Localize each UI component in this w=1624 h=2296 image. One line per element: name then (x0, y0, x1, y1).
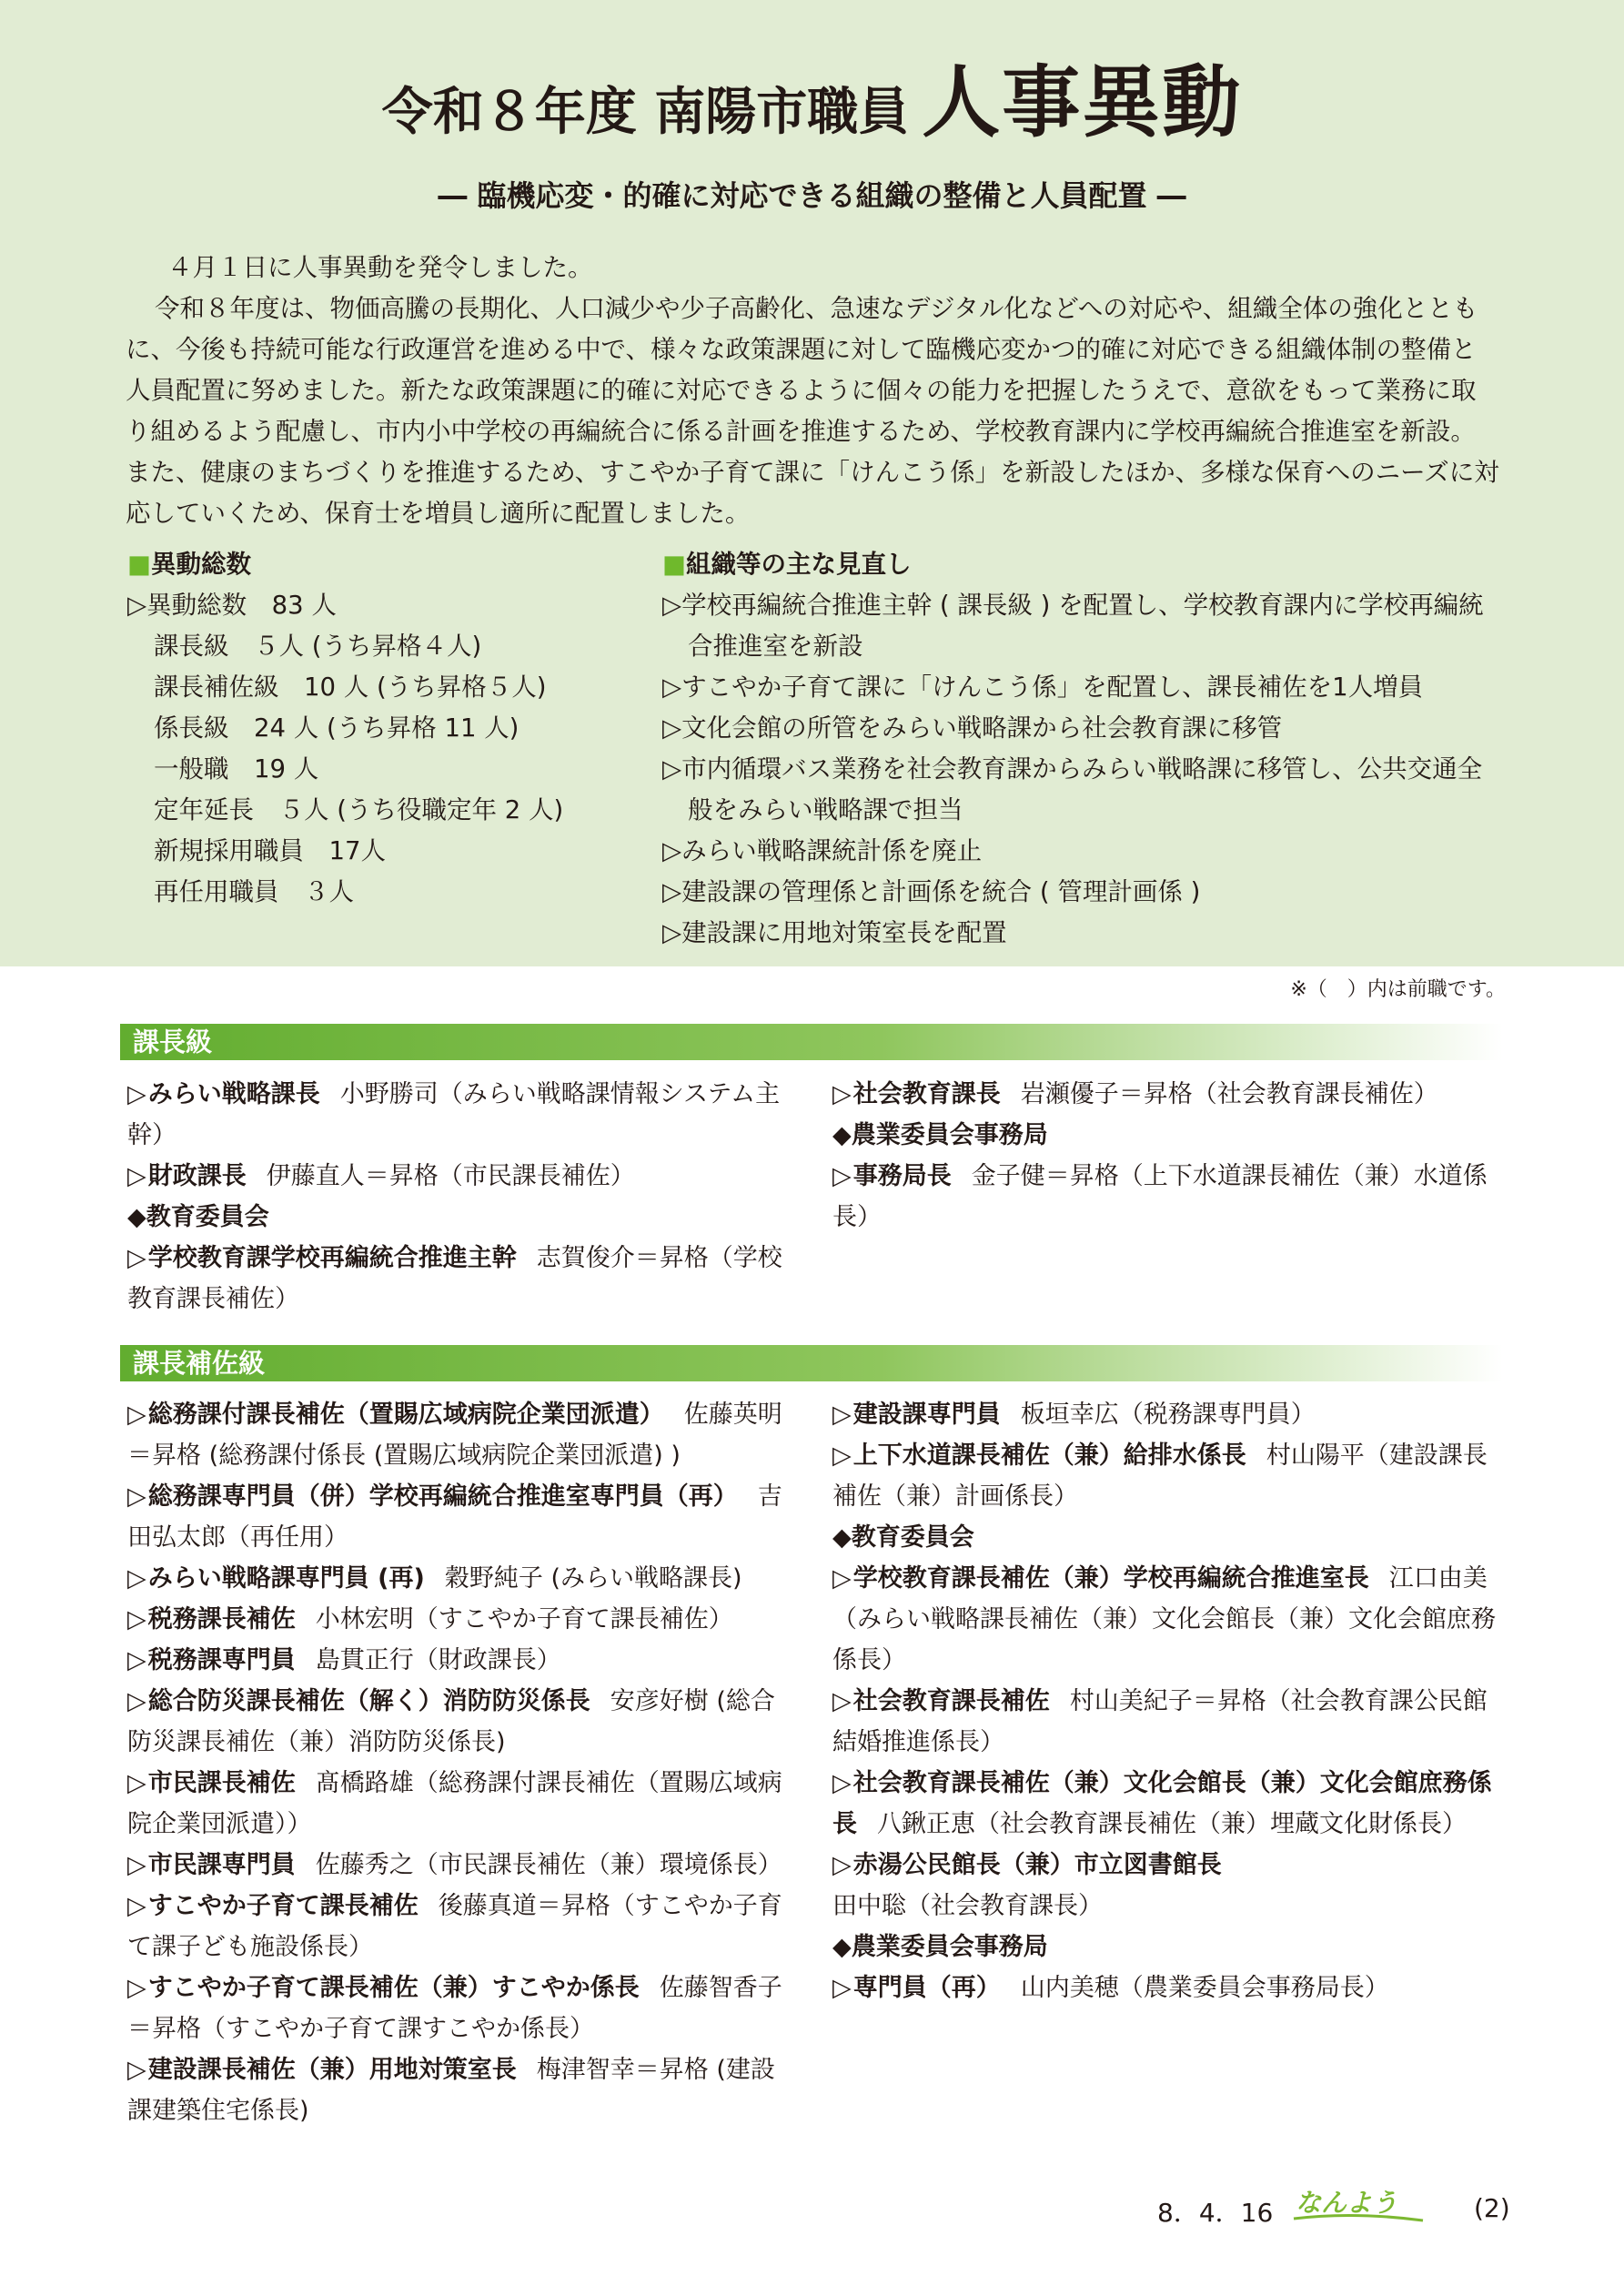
personnel-entry (832, 1845, 1506, 1927)
triangle-bullet-icon: ▷ (832, 1564, 852, 1593)
section-0-left-column (127, 1074, 796, 1320)
personnel-entry (127, 1763, 796, 1845)
triangle-bullet-icon: ▷ (832, 1441, 852, 1470)
intro-paragraph-1: ４月１日に人事異動を発令しました。 (167, 253, 593, 282)
summary-item: 定年延長 ５人 (うち役職定年 2 人) (154, 795, 564, 824)
personnel-entry (832, 1074, 1506, 1115)
personnel-entry (832, 1558, 1506, 1681)
position-title: 社会教育課長 (852, 1080, 1001, 1108)
person-name-and-previous-post: 田中聡（社会教育課長） (832, 1892, 1103, 1920)
summary-item: ▷異動総数 83 人 (127, 591, 337, 620)
nanyo-logo (1290, 2184, 1427, 2228)
personnel-entry (127, 1967, 796, 2049)
person-name-and-previous-post: 山内美穂（農業委員会事務局長） (1020, 1974, 1389, 2002)
triangle-bullet-icon: ▷ (832, 1974, 852, 2002)
page-subtitle: ― 臨機応変・的確に対応できる組織の整備と人員配置 ― (438, 178, 1186, 213)
position-title: みらい戦略課専門員 (再) (147, 1564, 425, 1593)
personnel-entry (127, 1845, 796, 1886)
personnel-entry (127, 1558, 796, 1599)
position-title: 市民課専門員 (147, 1851, 296, 1879)
organization-heading: ◆教育委員会 (832, 1523, 974, 1552)
summary-item: 課長補佐級 10 人 (うち昇格５人) (154, 673, 547, 702)
position-title: 社会教育課長補佐 (852, 1687, 1050, 1715)
reorganization-list (662, 544, 1499, 954)
intro-text (126, 248, 1499, 534)
summary-heading (127, 544, 619, 585)
logo-text: なんよう (1296, 2188, 1398, 2218)
position-title: 社会教育課長補佐（兼）文化会館長（兼）文化会館庶務係長 (832, 1769, 1492, 1838)
position-title: 市民課長補佐 (147, 1769, 296, 1797)
person-name-and-previous-post: 佐藤英明＝昇格 (総務課付係長 (置賜広域病院企業団派遣) ) (127, 1401, 782, 1470)
triangle-bullet-icon: ▷ (127, 1162, 146, 1190)
section-1-left-column (127, 1394, 796, 2131)
triangle-bullet-icon: ▷ (127, 1974, 146, 2002)
person-name-and-previous-post: 村山陽平（建設課長補佐（兼）計画係長） (832, 1441, 1488, 1511)
person-name-and-previous-post: 後藤真道＝昇格（すこやか子育て課子ども施設係長） (127, 1892, 782, 1961)
person-name-and-previous-post: 江口由美（みらい戦略課長補佐（兼）文化会館長（兼）文化会館庶務係長） (832, 1564, 1496, 1674)
person-name-and-previous-post: 髙橋路雄（総務課付課長補佐（置賜広域病院企業団派遣）） (127, 1769, 782, 1838)
personnel-entry (832, 1763, 1506, 1845)
summary-item: 課長級 ５人 (うち昇格４人) (154, 632, 482, 661)
reorg-item: ▷文化会館の所管をみらい戦略課から社会教育課に移管 (662, 713, 1283, 743)
triangle-bullet-icon: ▷ (127, 1892, 146, 1920)
summary-heading-text: 異動総数 (150, 550, 251, 579)
person-name-and-previous-post: 伊藤直人＝昇格（市民課長補佐） (266, 1162, 635, 1190)
person-name-and-previous-post: 佐藤秀之（市民課長補佐（兼）環境係長） (315, 1851, 782, 1879)
personnel-entry (127, 1640, 796, 1681)
triangle-bullet-icon: ▷ (127, 1080, 146, 1108)
personnel-entry (127, 1394, 796, 1476)
organization-heading: ◆農業委員会事務局 (832, 1121, 1048, 1149)
reorg-item: ▷学校再編統合推進主幹 ( 課長級 ) を配置し、学校教育課内に学校再編統合推進室を新設 (662, 591, 1484, 661)
person-name-and-previous-post: 小野勝司（みらい戦略課情報システム主幹） (127, 1080, 781, 1149)
person-name-and-previous-post: 金子健＝昇格（上下水道課長補佐（兼）水道係長） (832, 1162, 1488, 1231)
summary-item: 係長級 24 人 (うち昇格 11 人) (154, 713, 519, 743)
personnel-entry (832, 1967, 1506, 2008)
triangle-bullet-icon: ▷ (127, 1851, 146, 1879)
position-title: 財政課長 (147, 1162, 247, 1190)
page-number: (2) (1474, 2193, 1510, 2223)
position-title: 税務課長補佐 (147, 1605, 296, 1633)
triangle-bullet-icon: ▷ (127, 1564, 146, 1593)
position-title: 上下水道課長補佐（兼）給排水係長 (852, 1441, 1246, 1470)
position-title: 建設課長補佐（兼）用地対策室長 (147, 2056, 517, 2084)
title-big: 人事異動 (922, 57, 1243, 148)
person-name-and-previous-post: 安彦好樹 (総合防災課長補佐（兼）消防防災係長) (127, 1687, 775, 1756)
person-name-and-previous-post: 岩瀬優子＝昇格（社会教育課長補佐） (1020, 1080, 1438, 1108)
personnel-entry (832, 1394, 1506, 1435)
triangle-bullet-icon: ▷ (832, 1687, 852, 1715)
personnel-entry (127, 1156, 796, 1197)
organization-heading: ◆教育委員会 (127, 1203, 269, 1231)
position-title: 学校教育課長補佐（兼）学校再編統合推進室長 (852, 1564, 1369, 1593)
triangle-bullet-icon: ▷ (832, 1769, 852, 1797)
position-title: 赤湯公民館長（兼）市立図書館長 (852, 1851, 1222, 1879)
triangle-bullet-icon: ▷ (832, 1080, 852, 1108)
square-bullet-icon: ■ (662, 550, 686, 579)
triangle-bullet-icon: ▷ (127, 1482, 146, 1511)
personnel-entry (127, 1681, 796, 1763)
triangle-bullet-icon: ▷ (127, 1605, 146, 1633)
triangle-bullet-icon: ▷ (127, 1244, 146, 1272)
triangle-bullet-icon: ▷ (127, 1646, 146, 1674)
note-text: ※（ ）内は前職です。 (1290, 978, 1506, 1001)
reorg-item: ▷市内循環バス業務を社会教育課からみらい戦略課に移管し、公共交通全般をみらい戦略課で担当 (662, 754, 1483, 824)
personnel-entry (127, 2049, 796, 2131)
reorg-item: ▷すこやか子育て課に「けんこう係」を配置し、課長補佐を1人増員 (662, 673, 1424, 702)
personnel-entry (832, 1435, 1506, 1517)
transfer-summary (127, 544, 619, 913)
position-title: すこやか子育て課長補佐 (147, 1892, 419, 1920)
position-title: 総務課専門員（併）学校再編統合推進室専門員（再） (147, 1482, 738, 1511)
summary-item: 一般職 19 人 (154, 754, 319, 784)
reorg-heading (662, 544, 1499, 585)
triangle-bullet-icon: ▷ (832, 1162, 852, 1190)
position-title: 専門員（再） (852, 1974, 1001, 2002)
section-bar-deputy-chief: 課長補佐級 (120, 1345, 1503, 1381)
section-1-right-column (832, 1394, 1506, 2008)
person-name-and-previous-post: 村山美紀子＝昇格（社会教育課公民館結婚推進係長） (832, 1687, 1488, 1756)
organization-heading: ◆農業委員会事務局 (832, 1933, 1048, 1961)
position-title: すこやか子育て課長補佐（兼）すこやか係長 (147, 1974, 640, 2002)
triangle-bullet-icon: ▷ (832, 1851, 852, 1879)
position-title: 建設課専門員 (852, 1401, 1001, 1429)
person-name-and-previous-post: 穀野純子 (みらい戦略課長) (444, 1564, 742, 1593)
position-title: みらい戦略課長 (147, 1080, 320, 1108)
square-bullet-icon: ■ (127, 550, 151, 579)
reorg-item: ▷みらい戦略課統計係を廃止 (662, 836, 983, 865)
position-title: 総務課付課長補佐（置賜広域病院企業団派遣） (147, 1401, 664, 1429)
person-name-and-previous-post: 梅津智幸＝昇格 (建設課建築住宅係長) (127, 2056, 775, 2125)
triangle-bullet-icon: ▷ (127, 1687, 146, 1715)
triangle-bullet-icon: ▷ (127, 2056, 146, 2084)
intro-paragraph-2: 令和８年度は、物価高騰の長期化、人口減少や少子高齢化、急速なデジタル化などへの対応や、組織全体の強化とともに、今後も持続可能な行政運営を進める中で、様々な政策課題に対して臨機応変かつ的確に対応できる組織体制の整備と人員配置に努めました。新たな政策課題に的確に対応できるように個々の能力を把握したうえで、意欲をもって業務に取り組めるよう配慮し、市内小中学校の再編統合に係る計画を推進するため、学校教育課内に学校再編統合推進室を新設。また、健康のまちづくりを推進するため、すこやか子育て課に「けんこう係」を新設したほか、多様な保育へのニーズに対応していくため、保育士を増員し適所に配置しました。 (126, 294, 1499, 528)
issue-date: 8．4．16 (1157, 2198, 1274, 2228)
reorg-item: ▷建設課に用地対策室長を配置 (662, 918, 1007, 947)
position-title: 税務課専門員 (147, 1646, 296, 1674)
personnel-entry (127, 1886, 796, 1967)
triangle-bullet-icon: ▷ (832, 1401, 852, 1429)
personnel-entry (127, 1599, 796, 1640)
reorg-item: ▷建設課の管理係と計画係を統合 ( 管理計画係 ) (662, 877, 1201, 906)
person-name-and-previous-post: 志賀俊介＝昇格（学校教育課長補佐） (127, 1244, 782, 1313)
personnel-entry (127, 1476, 796, 1558)
summary-item: 再任用職員 ３人 (154, 877, 354, 906)
section-bar-division-chief: 課長級 (120, 1024, 1503, 1060)
triangle-bullet-icon: ▷ (127, 1769, 146, 1797)
personnel-entry (832, 1156, 1506, 1238)
personnel-entry (127, 1074, 796, 1156)
page-title (0, 57, 1624, 148)
person-name-and-previous-post: 佐藤智香子＝昇格（すこやか子育て課すこやか係長） (127, 1974, 782, 2043)
position-title: 事務局長 (852, 1162, 952, 1190)
section-0-right-column (832, 1074, 1506, 1238)
personnel-entry (127, 1238, 796, 1320)
summary-item: 新規採用職員 17人 (154, 836, 386, 865)
person-name-and-previous-post: 島貫正行（財政課長） (315, 1646, 561, 1674)
person-name-and-previous-post: 吉田弘太郎（再任用） (127, 1482, 782, 1552)
title-main: 令和８年度 南陽市職員 (381, 83, 910, 142)
person-name-and-previous-post: 板垣幸広（税務課専門員） (1020, 1401, 1316, 1429)
person-name-and-previous-post: 小林宏明（すこやか子育て課長補佐） (315, 1605, 733, 1633)
triangle-bullet-icon: ▷ (127, 1401, 146, 1429)
personnel-entry (832, 1681, 1506, 1763)
person-name-and-previous-post: 八鍬正恵（社会教育課長補佐（兼）埋蔵文化財係長） (877, 1810, 1467, 1838)
position-title: 総合防災課長補佐（解く）消防防災係長 (147, 1687, 590, 1715)
position-title: 学校教育課学校再編統合推進主幹 (147, 1244, 517, 1272)
reorg-heading-text: 組織等の主な見直し (685, 550, 912, 579)
